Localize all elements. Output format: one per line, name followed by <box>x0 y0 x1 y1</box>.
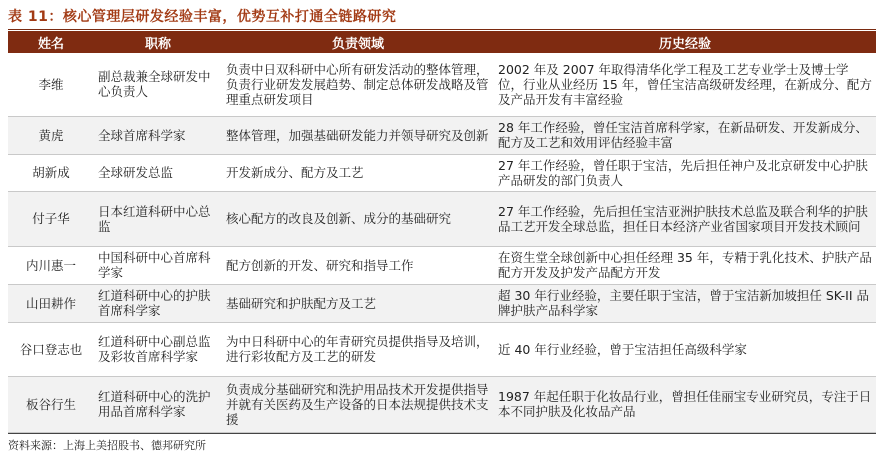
cell-duty: 负责成分基础研究和洗护用品技术开发提供指导并就有关医药及生产设备的日本法规提供技术支援 <box>222 376 494 432</box>
table-title: 表 11：核心管理层研发经验丰富，优势互补打通全链路研究 <box>8 9 397 25</box>
table-row <box>8 284 876 322</box>
cell-title: 红道科研中心副总监及彩妆首席科学家 <box>94 322 222 376</box>
cell-experience: 1987 年起任职于化妆品行业，曾担任佳丽宝专业研究员，专注于日本不同护肤及化妆品产品 <box>494 376 876 432</box>
table-row <box>8 116 876 154</box>
table-row <box>8 376 876 432</box>
column-header-experience: 历史经验 <box>658 36 711 52</box>
cell-name: 黄虎 <box>8 116 94 154</box>
cell-title: 红道科研中心的护肤首席科学家 <box>94 284 222 322</box>
cell-duty: 基础研究和护肤配方及工艺 <box>222 284 494 322</box>
cell-name: 胡新成 <box>8 154 94 191</box>
column-header-name: 姓名 <box>37 36 64 52</box>
cell-title: 副总裁兼全球研发中心负责人 <box>94 53 222 116</box>
cell-name: 内川惠一 <box>8 246 94 284</box>
cell-title: 红道科研中心的洗护用品首席科学家 <box>94 376 222 432</box>
table-row <box>8 154 876 191</box>
table-header-row <box>8 31 876 53</box>
cell-name: 山田耕作 <box>8 284 94 322</box>
cell-experience: 28 年工作经验，曾任宝洁首席科学家，在新品研发、开发新成分、配方及工艺和效用评估经验丰富 <box>494 116 876 154</box>
cell-duty: 配方创新的开发、研究和指导工作 <box>222 246 494 284</box>
column-header-duty: 负责领域 <box>331 36 384 52</box>
cell-duty: 为中日科研中心的年青研究员提供指导及培训，进行彩妆配方及工艺的研发 <box>222 322 494 376</box>
cell-name: 付子华 <box>8 191 94 246</box>
cell-title: 全球研发总监 <box>94 154 222 191</box>
management-table <box>8 31 876 433</box>
table-row <box>8 322 876 376</box>
cell-title: 日本红道科研中心总监 <box>94 191 222 246</box>
source-note: 资料来源：上海上美招股书、德邦研究所 <box>8 439 206 452</box>
cell-name: 板谷行生 <box>8 376 94 432</box>
table-row <box>8 191 876 246</box>
cell-experience: 2002 年及 2007 年取得清华化学工程及工艺专业学士及博士学位，行业从业经历 15 年，曾任宝洁高级研发经理，在新成分、配方及产品开发有丰富经验 <box>494 53 876 116</box>
cell-title: 全球首席科学家 <box>94 116 222 154</box>
cell-duty: 开发新成分、配方及工艺 <box>222 154 494 191</box>
cell-experience: 超 30 年行业经验，主要任职于宝洁，曾于宝洁新加坡担任 SK-II 品牌护肤产品科学家 <box>494 284 876 322</box>
cell-duty: 核心配方的改良及创新、成分的基础研究 <box>222 191 494 246</box>
table-row <box>8 53 876 116</box>
column-header-title: 职称 <box>144 36 171 52</box>
cell-experience: 27 年工作经验，先后担任宝洁亚洲护肤技术总监及联合利华的护肤品工艺开发全球总监，担任日本经济产业省国家项目开发技术顾问 <box>494 191 876 246</box>
cell-name: 李维 <box>8 53 94 116</box>
table-row <box>8 246 876 284</box>
cell-experience: 在资生堂全球创新中心担任经理 35 年，专精于乳化技术、护肤产品配方开发及护发产品配方开发 <box>494 246 876 284</box>
cell-experience: 27 年工作经验，曾任职于宝洁，先后担任神户及北京研发中心护肤产品研发的部门负责人 <box>494 154 876 191</box>
cell-experience: 近 40 年行业经验，曾于宝洁担任高级科学家 <box>494 322 876 376</box>
title-divider <box>8 29 876 30</box>
cell-duty: 整体管理，加强基础研发能力并领导研究及创新 <box>222 116 494 154</box>
cell-title: 中国科研中心首席科学家 <box>94 246 222 284</box>
cell-name: 谷口登志也 <box>8 322 94 376</box>
table-bottom-divider <box>8 433 876 434</box>
cell-duty: 负责中日双科研中心所有研发活动的整体管理，负责行业研发发展趋势、制定总体研发战略及管理重点研发项目 <box>222 53 494 116</box>
